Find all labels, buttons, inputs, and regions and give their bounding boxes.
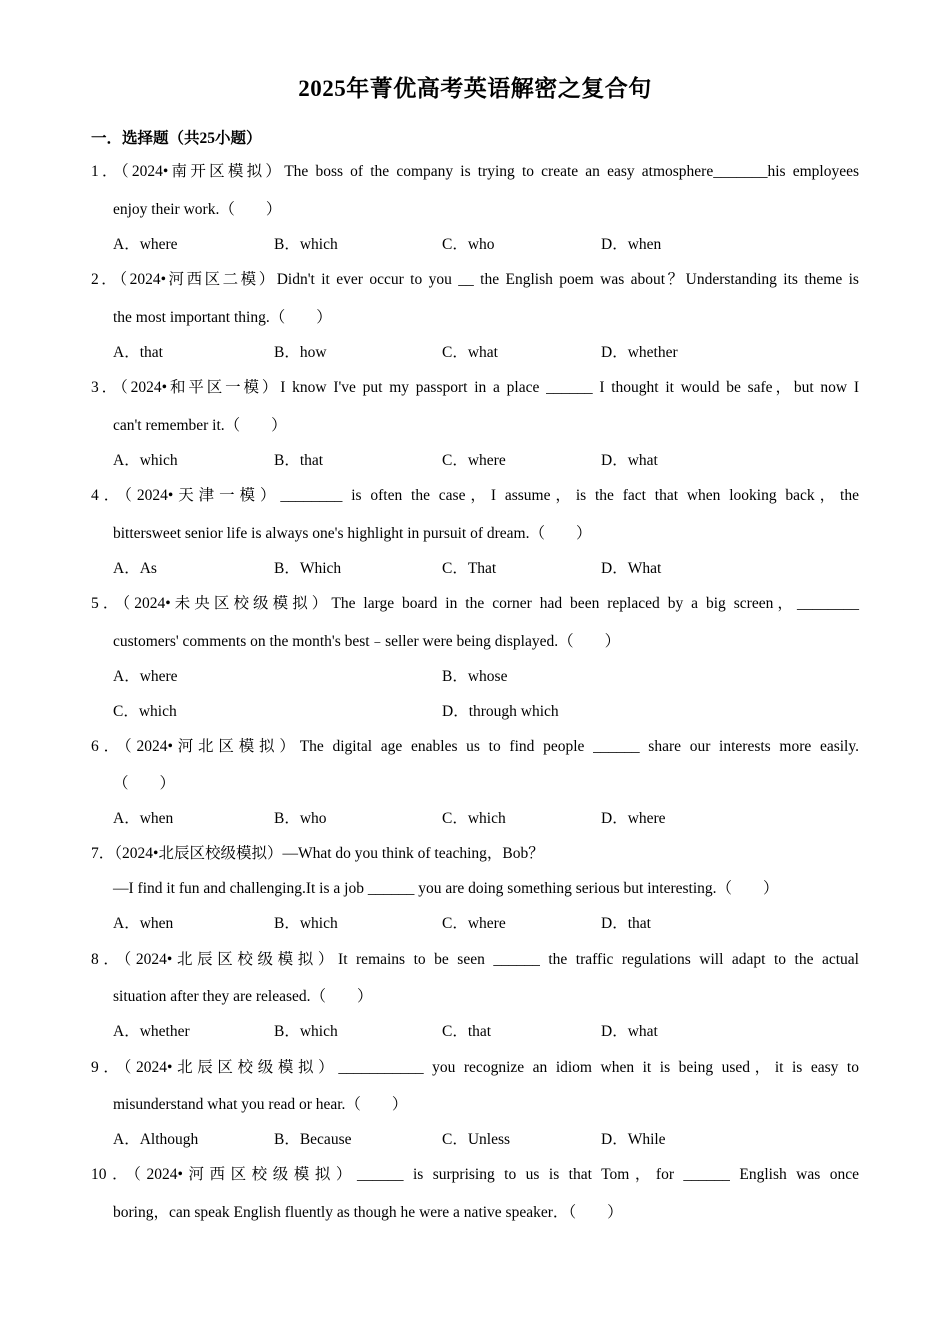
question-9-stem (91, 1058, 859, 1078)
question-2-option-d[interactable]: D．whether (601, 344, 678, 361)
question-3-option-a[interactable]: A．which (113, 452, 178, 469)
question-6-option-d[interactable]: D．where (601, 810, 666, 827)
question-7-option-d[interactable]: D．that (601, 915, 651, 932)
question-7-stem (91, 844, 859, 864)
question-1-option-d[interactable]: D．when (601, 236, 662, 253)
question-1-option-a[interactable]: A．where (113, 236, 178, 253)
question-8-stem-cont: situation after they are released.（ ） (113, 988, 373, 1005)
question-9-stem-cont: misunderstand what you read or hear.（ ） (113, 1096, 408, 1113)
question-4-option-a[interactable]: A．As (113, 560, 157, 577)
question-number: 7． (91, 845, 115, 862)
question-8-option-a[interactable]: A．whether (113, 1023, 190, 1040)
section-heading: 一．选择题（共25小题） (91, 130, 262, 147)
question-source: （2024•河北区模拟） (123, 738, 300, 755)
question-source: （2024•天津一模） (124, 487, 281, 504)
question-1-stem-cont: enjoy their work.（ ） (113, 201, 282, 218)
page-title: 2025年菁优高考英语解密之复合句 (298, 76, 652, 101)
question-source: （2024•南开区模拟） (120, 163, 285, 180)
question-3-option-b[interactable]: B．that (274, 452, 324, 469)
question-6-option-c[interactable]: C．which (442, 810, 506, 827)
question-2-stem (91, 270, 859, 290)
question-number: 6． (91, 738, 124, 755)
question-2-stem-cont: the most important thing.（ ） (113, 309, 332, 326)
question-text: ________ is often the case，I assume，is the fact that when looking back，the (280, 487, 859, 504)
question-number: 2． (91, 271, 120, 288)
question-9-option-a[interactable]: A．Although (113, 1131, 199, 1148)
question-source: （2024•河西区校级模拟） (133, 1166, 357, 1183)
question-text: Didn't it ever occur to you __ the English poem was about？Understanding its theme is (276, 271, 859, 288)
question-text: The digital age enables us to find people ______ share our interests more easily. (299, 738, 859, 755)
question-source: （2024•河西区二模） (119, 271, 277, 288)
question-3-option-d[interactable]: D．what (601, 452, 658, 469)
question-source: （2024•和平区一模） (120, 379, 281, 396)
question-5-option-c[interactable]: C．which (113, 703, 177, 720)
question-text: ___________ you recognize an idiom when it is being used，it is easy to (338, 1059, 859, 1076)
question-source: （2024•未央区校级模拟） (122, 595, 332, 612)
question-source: （2024•北辰区校级模拟） (123, 951, 339, 968)
question-7-option-c[interactable]: C．where (442, 915, 506, 932)
question-8-option-d[interactable]: D．what (601, 1023, 658, 1040)
question-text: ______ is surprising to us is that Tom，for ______ English was once (357, 1166, 859, 1183)
question-text: The large board in the corner had been replaced by a big screen，________ (331, 595, 859, 612)
question-2-option-c[interactable]: C．what (442, 344, 498, 361)
question-text: It remains to be seen ______ the traffic regulations will adapt to the actual (338, 951, 859, 968)
question-4-stem (91, 486, 859, 506)
question-6-stem-cont: （ ） (113, 775, 176, 792)
question-1-option-c[interactable]: C．who (442, 236, 495, 253)
question-8-stem (91, 950, 859, 970)
question-5-stem-cont: customers' comments on the month's best﹣seller were being displayed.（ ） (113, 633, 621, 650)
question-4-option-d[interactable]: D．What (601, 560, 662, 577)
question-5-option-a[interactable]: A．where (113, 668, 178, 685)
question-2-option-b[interactable]: B．how (274, 344, 327, 361)
question-number: 9． (91, 1059, 124, 1076)
question-4-option-c[interactable]: C．That (442, 560, 497, 577)
question-source: （2024•北辰区校级模拟） (123, 1059, 339, 1076)
question-5-stem (91, 594, 859, 614)
question-9-option-c[interactable]: C．Unless (442, 1131, 511, 1148)
question-text: —What do you think of teaching，Bob？ (282, 845, 544, 862)
question-number: 4． (91, 487, 125, 504)
question-9-option-b[interactable]: B．Because (274, 1131, 352, 1148)
question-1-stem (91, 162, 859, 182)
question-10-stem (91, 1165, 859, 1185)
question-4-stem-cont: bittersweet senior life is always one's highlight in pursuit of dream.（ ） (113, 525, 592, 542)
question-7-option-a[interactable]: A．when (113, 915, 174, 932)
question-5-option-d[interactable]: D．through which (442, 703, 559, 720)
question-number: 5． (91, 595, 123, 612)
question-number: 1． (91, 163, 121, 180)
question-6-stem (91, 737, 859, 757)
question-8-option-b[interactable]: B．which (274, 1023, 338, 1040)
question-number: 8． (91, 951, 124, 968)
question-number: 10． (91, 1166, 134, 1183)
question-6-option-b[interactable]: B．who (274, 810, 327, 827)
question-6-option-a[interactable]: A．when (113, 810, 174, 827)
question-7-stem-cont: —I find it fun and challenging.It is a job ______ you are doing something serious but interesting.（ ） (113, 880, 779, 897)
question-8-option-c[interactable]: C．that (442, 1023, 492, 1040)
question-3-stem (91, 378, 859, 398)
question-5-option-b[interactable]: B．whose (442, 668, 508, 685)
question-3-option-c[interactable]: C．where (442, 452, 506, 469)
question-1-option-b[interactable]: B．which (274, 236, 338, 253)
question-text: The boss of the company is trying to create an easy atmosphere_______his employees (284, 163, 859, 180)
question-text: I know I've put my passport in a place ______ I thought it would be safe，but now I (280, 379, 859, 396)
question-source: （2024•北辰区校级模拟） (114, 845, 283, 862)
question-7-option-b[interactable]: B．which (274, 915, 338, 932)
question-10-stem-cont: boring，can speak English fluently as though he were a native speaker．（ ） (113, 1204, 623, 1221)
question-9-option-d[interactable]: D．While (601, 1131, 666, 1148)
question-4-option-b[interactable]: B．Which (274, 560, 342, 577)
question-number: 3． (91, 379, 121, 396)
question-3-stem-cont: can't remember it.（ ） (113, 417, 287, 434)
question-2-option-a[interactable]: A．that (113, 344, 163, 361)
